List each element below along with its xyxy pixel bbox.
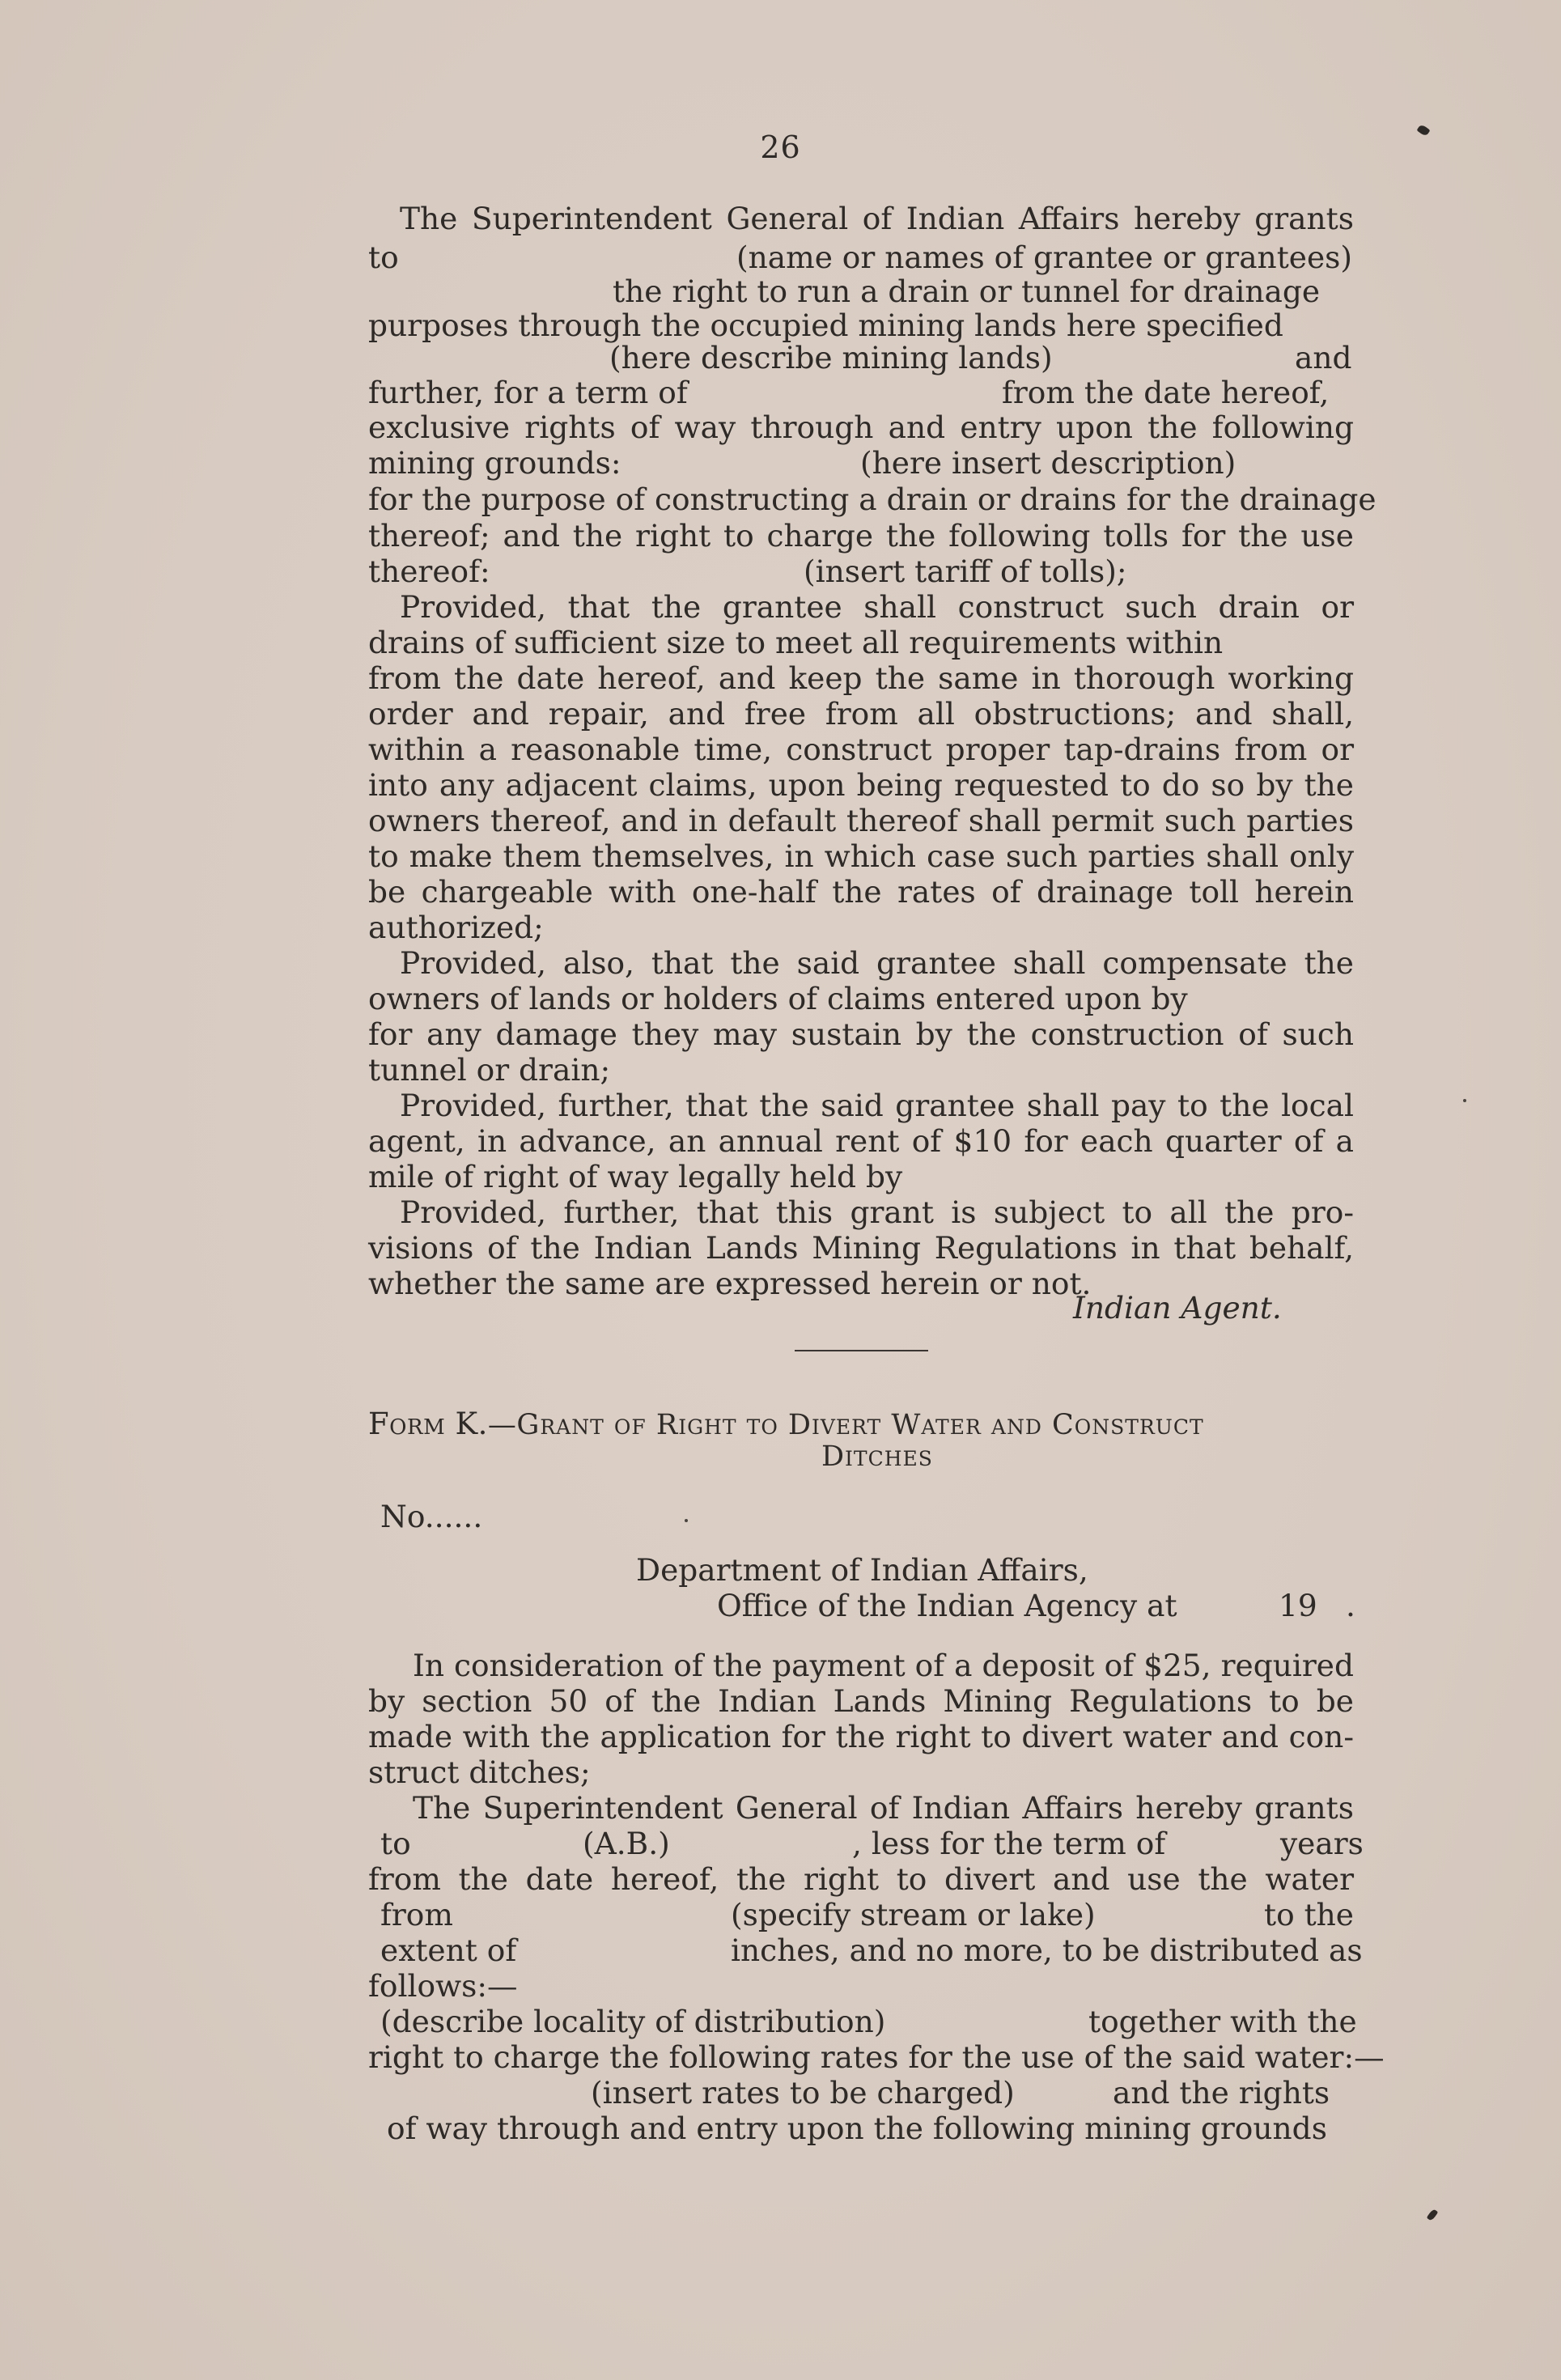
form-k-heading-prefix: Form K. xyxy=(368,1406,488,1441)
text-segment: (here insert description) xyxy=(860,445,1236,481)
form-number: No...... xyxy=(380,1499,483,1534)
text-segment: (A.B.) xyxy=(583,1826,670,1861)
text-line: authorized; xyxy=(368,910,544,945)
text-line: thereof; and the right to charge the following tolls for the use xyxy=(368,518,1354,554)
text-segment: to the xyxy=(1264,1897,1354,1932)
text-line: Provided, that the grantee shall construct such drain or xyxy=(400,589,1354,625)
text-line: by section 50 of the Indian Lands Mining Regulations to be xyxy=(368,1683,1354,1719)
text-line: agent, in advance, an annual rent of $10 for each quarter of a xyxy=(368,1123,1354,1159)
text-segment: thereof: xyxy=(368,554,490,589)
text-line: whether the same are expressed herein or not. xyxy=(368,1266,1092,1301)
text-segment: (specify stream or lake) xyxy=(731,1897,1096,1932)
text-line: The Superintendent General of Indian Affairs hereby grants xyxy=(400,201,1354,236)
text-segment: , less for the term of xyxy=(852,1826,1166,1861)
text-segment: inches, and no more, to be distributed as xyxy=(731,1932,1363,1968)
text-line xyxy=(368,375,1354,410)
text-segment: and xyxy=(1295,340,1352,375)
text-segment: further, for a term of xyxy=(368,375,688,410)
year-label: 19 xyxy=(1279,1588,1317,1623)
text-segment: (describe locality of distribution) xyxy=(380,2004,886,2039)
text-line: within a reasonable time, construct proper tap-drains from or xyxy=(368,732,1354,767)
text-line: drains of sufficient size to meet all requirements within xyxy=(368,625,1224,660)
form-k-heading-main: Grant of Right to Divert Water and Construct xyxy=(516,1409,1204,1441)
page-number: 26 xyxy=(760,129,801,165)
text-segment: to xyxy=(368,240,399,275)
text-line: purposes through the occupied mining lands here specified xyxy=(368,308,1283,343)
text-line: tunnel or drain; xyxy=(368,1052,611,1088)
text-segment: and the rights xyxy=(1113,2075,1330,2111)
form-k-heading-second: Ditches xyxy=(821,1440,933,1473)
ink-speck-icon xyxy=(1463,1099,1466,1102)
text-line: Provided, further, that the said grantee shall pay to the local xyxy=(400,1088,1354,1123)
text-line xyxy=(368,1897,1354,1932)
text-line xyxy=(368,1932,1363,1968)
text-line xyxy=(368,1826,1364,1861)
text-segment: mining grounds: xyxy=(368,445,621,481)
text-line: from the date hereof, and keep the same in thorough working xyxy=(368,660,1354,696)
text-line: into any adjacent claims, upon being requested to do so by the xyxy=(368,767,1354,803)
office-line xyxy=(368,1588,1354,1623)
text-line xyxy=(368,554,1354,589)
text-segment: (name or names of grantee or grantees) xyxy=(736,240,1353,275)
office-label: Office of the Indian Agency at xyxy=(717,1588,1177,1623)
paper-blemish-icon xyxy=(1427,2208,1439,2221)
text-segment: extent of xyxy=(380,1932,517,1968)
text-segment: to xyxy=(380,1826,411,1861)
ink-speck-icon xyxy=(685,1519,688,1522)
text-line: visions of the Indian Lands Mining Regulations in that behalf, xyxy=(368,1230,1354,1266)
text-line: struct ditches; xyxy=(368,1754,591,1790)
text-line: owners of lands or holders of claims entered upon by xyxy=(368,981,1188,1016)
text-line: owners thereof, and in default thereof shall permit such parties xyxy=(368,803,1354,838)
text-line: from the date hereof, the right to divert and use the water xyxy=(368,1861,1354,1897)
text-line xyxy=(368,340,1354,375)
text-line: Provided, further, that this grant is subject to all the pro- xyxy=(400,1194,1354,1230)
text-line xyxy=(368,2075,1354,2111)
text-segment: from xyxy=(380,1897,453,1932)
text-line: for the purpose of constructing a drain or drains for the drainage xyxy=(368,482,1376,517)
text-line: Provided, also, that the said grantee shall compensate the xyxy=(400,945,1354,981)
text-segment: from the date hereof, xyxy=(1002,375,1330,410)
form-k-heading-dash: — xyxy=(487,1409,517,1441)
text-segment: (here describe mining lands) xyxy=(609,340,1053,375)
text-line: The Superintendent General of Indian Affairs hereby grants xyxy=(413,1790,1354,1826)
text-line: right to charge the following rates for the use of the said water:— xyxy=(368,2039,1385,2075)
text-line: for any damage they may sustain by the construction of such xyxy=(368,1016,1354,1052)
year-period: . xyxy=(1346,1588,1355,1623)
text-line: order and repair, and free from all obstructions; and shall, xyxy=(368,696,1354,732)
text-line xyxy=(368,2004,1357,2039)
text-segment: years xyxy=(1280,1826,1364,1861)
form-k-heading xyxy=(368,1406,1354,1442)
text-line: follows:— xyxy=(368,1968,518,2004)
text-line: In consideration of the payment of a deposit of $25, required xyxy=(413,1648,1354,1683)
text-line: exclusive rights of way through and entry upon the following xyxy=(368,409,1354,445)
text-line xyxy=(368,240,1354,275)
text-line: be chargeable with one-half the rates of drainage toll herein xyxy=(368,874,1354,910)
text-line: of way through and entry upon the following mining grounds xyxy=(387,2111,1327,2146)
text-line: made with the application for the right to divert water and con- xyxy=(368,1719,1354,1754)
text-segment: (insert tariff of tolls); xyxy=(804,554,1127,589)
section-divider xyxy=(795,1350,928,1351)
text-line: to make them themselves, in which case such parties shall only xyxy=(368,838,1354,874)
text-line: the right to run a drain or tunnel for drainage xyxy=(613,274,1321,309)
text-line xyxy=(368,445,1354,481)
indian-agent-signature-label: Indian Agent. xyxy=(1073,1290,1282,1326)
department-name: Department of Indian Affairs, xyxy=(636,1552,1088,1588)
text-segment: (insert rates to be charged) xyxy=(591,2075,1015,2111)
text-line: mile of right of way legally held by xyxy=(368,1159,903,1194)
text-segment: together with the xyxy=(1088,2004,1357,2039)
